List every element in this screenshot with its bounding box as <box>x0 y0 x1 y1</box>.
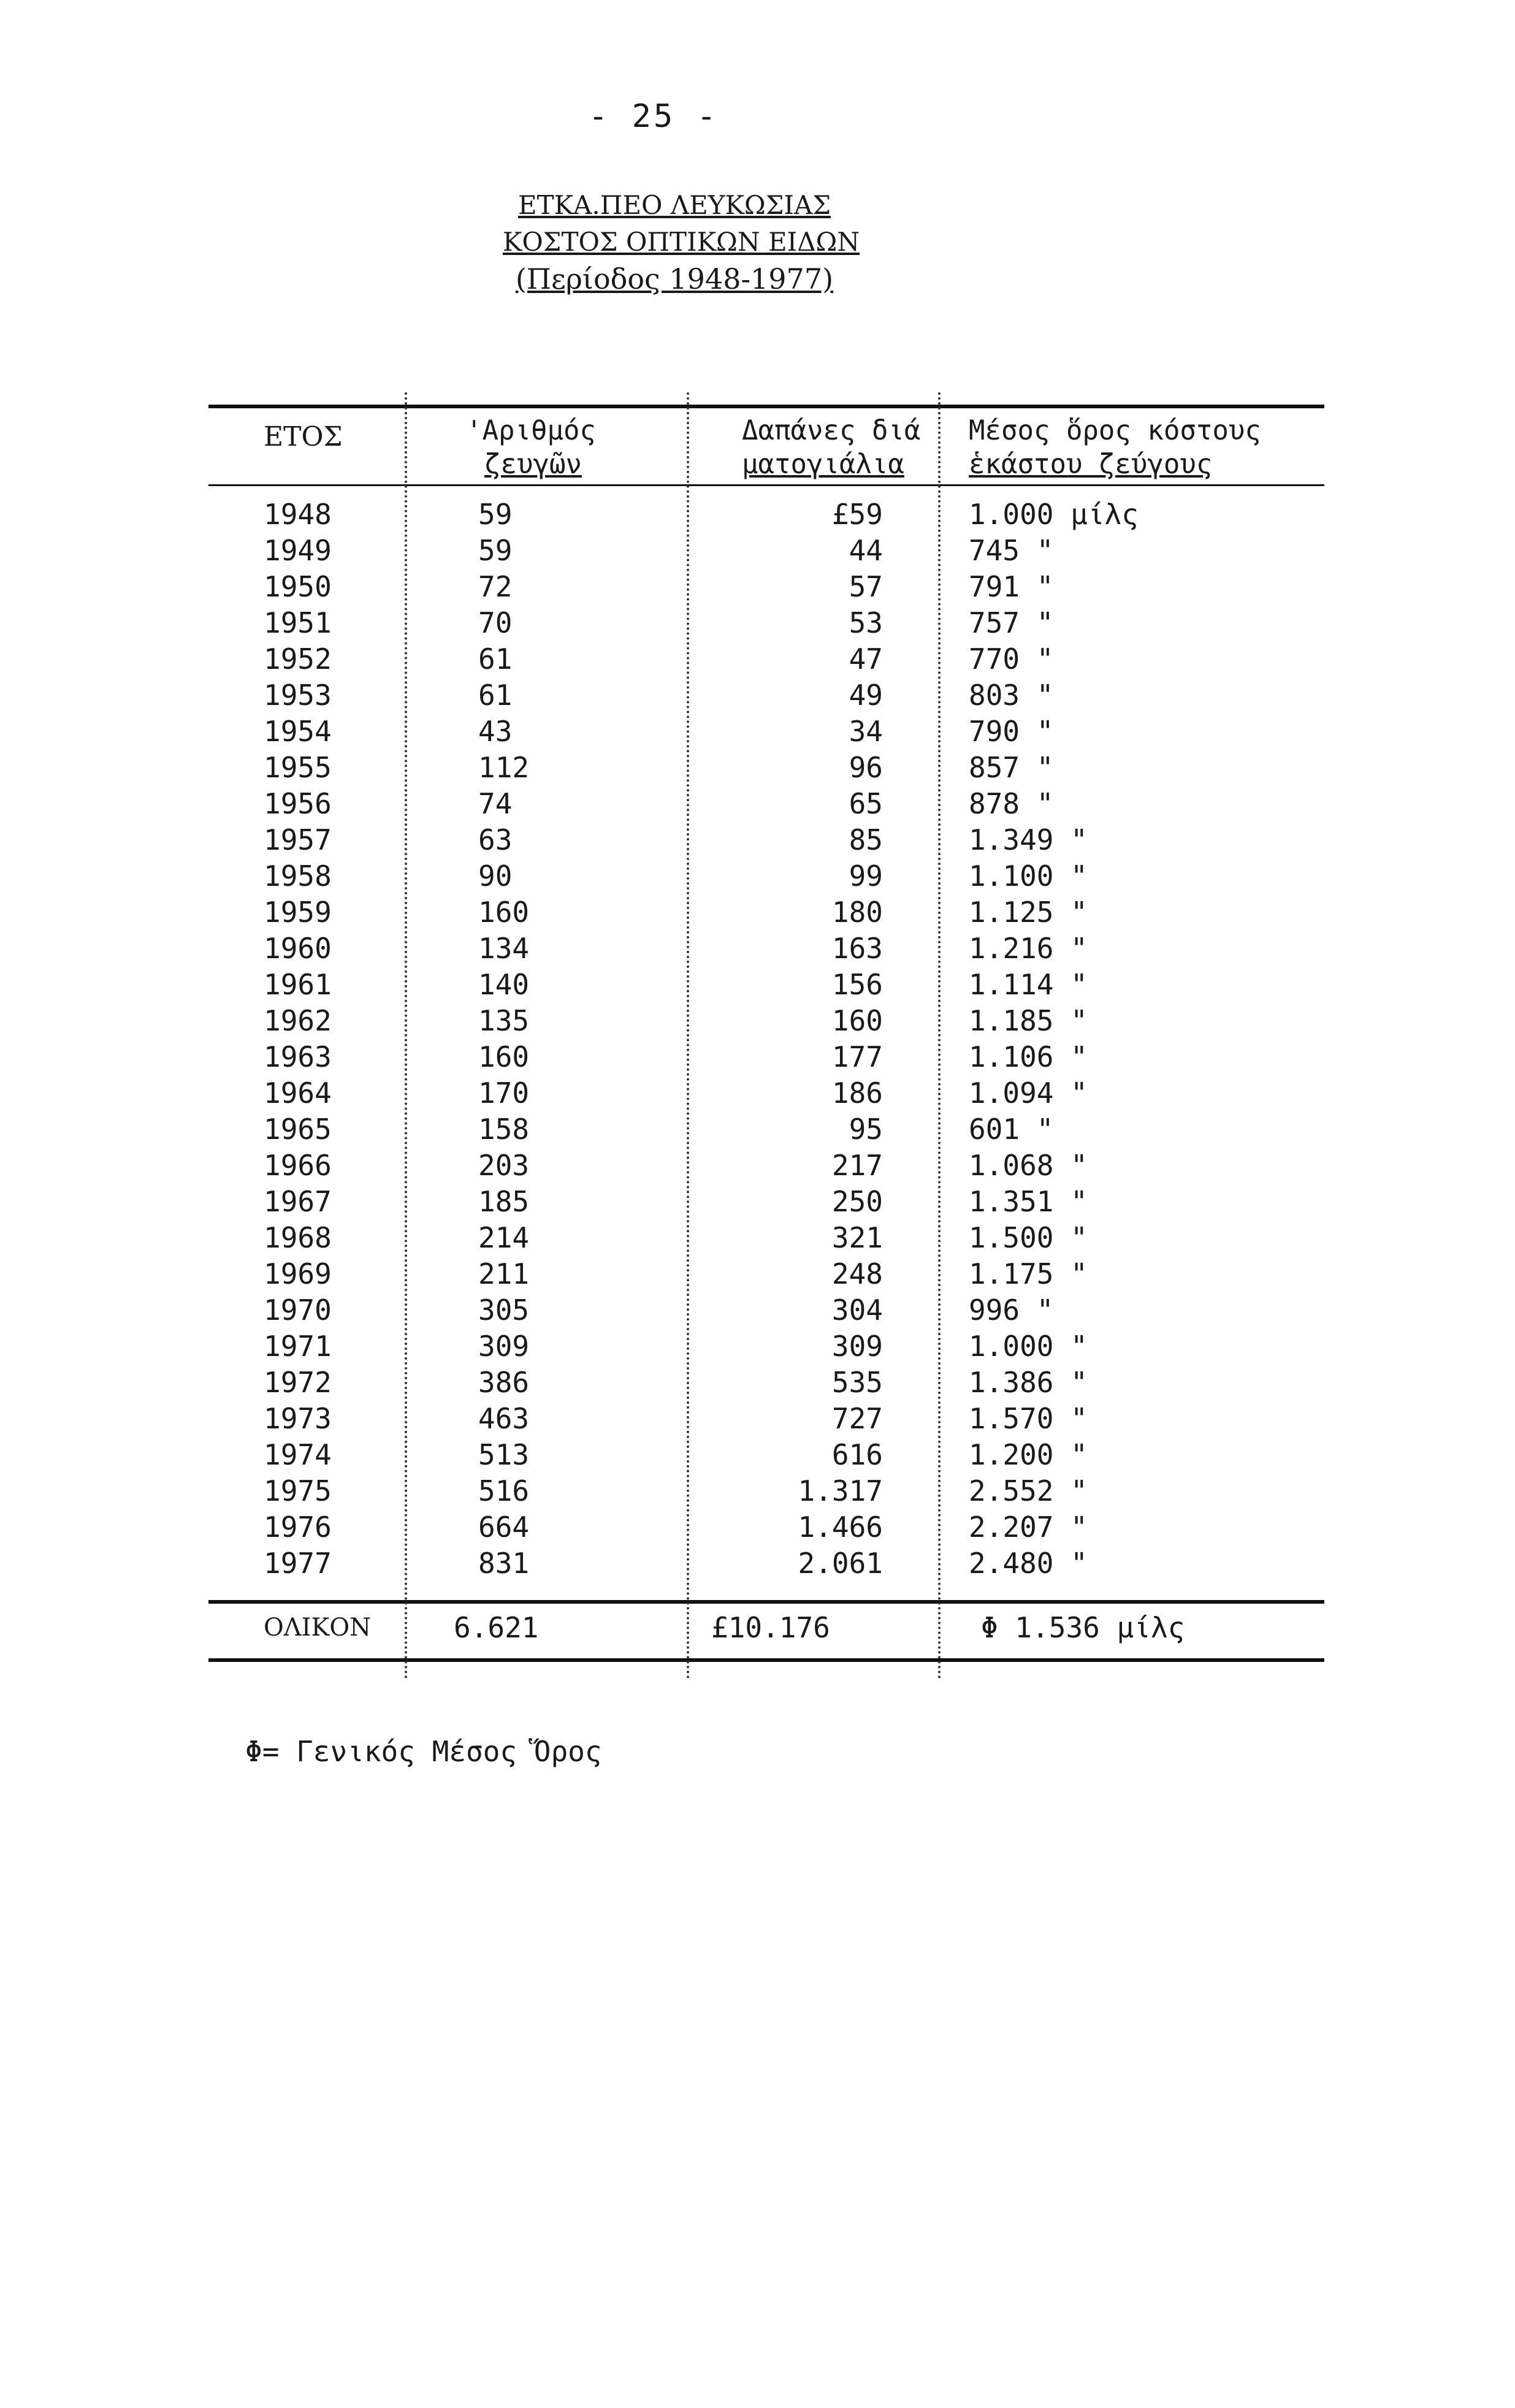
cell-average: 1.125 " <box>969 896 1088 929</box>
table-row <box>208 569 1324 605</box>
cell-spend: 217 <box>831 1149 883 1182</box>
cell-pairs: 214 <box>478 1221 530 1254</box>
cell-pairs: 513 <box>478 1438 530 1471</box>
cell-average: 601 " <box>969 1113 1054 1146</box>
page-number: - 25 - <box>589 98 719 135</box>
cell-year: 1949 <box>264 534 332 567</box>
cell-average: 790 " <box>969 715 1054 748</box>
cell-year: 1948 <box>264 498 332 531</box>
cell-pairs: 160 <box>478 896 530 929</box>
cell-year: 1950 <box>264 570 332 603</box>
cell-average: 1.000 μίλς <box>969 498 1139 531</box>
cell-spend: 309 <box>831 1330 883 1363</box>
cell-average: 803 " <box>969 679 1054 712</box>
cell-pairs: 134 <box>478 932 530 965</box>
cell-year: 1956 <box>264 787 332 820</box>
cell-pairs: 516 <box>478 1474 530 1507</box>
table-row <box>208 641 1324 677</box>
cell-year: 1953 <box>264 679 332 712</box>
cell-year: 1959 <box>264 896 332 929</box>
cell-average: 1.100 " <box>969 859 1088 893</box>
footnote: Φ= Γενικός Μέσος Ὅρος <box>245 1735 602 1768</box>
cell-spend: 1.317 <box>798 1474 883 1507</box>
table-row <box>208 497 1324 533</box>
cell-pairs: 158 <box>478 1113 530 1146</box>
table-row <box>208 786 1324 822</box>
table-row <box>208 894 1324 931</box>
cell-pairs: 203 <box>478 1149 530 1182</box>
cell-average: 2.207 " <box>969 1511 1088 1544</box>
cell-spend: 85 <box>849 823 883 856</box>
total-pairs: 6.621 <box>454 1611 539 1644</box>
cell-pairs: 170 <box>478 1076 530 1110</box>
cell-year: 1970 <box>264 1294 332 1327</box>
cell-spend: 156 <box>831 968 883 1001</box>
cell-pairs: 70 <box>478 606 513 639</box>
table-row <box>208 1075 1324 1111</box>
table-row <box>208 1437 1324 1473</box>
cell-pairs: 72 <box>478 570 513 603</box>
cell-year: 1963 <box>264 1040 332 1073</box>
cell-pairs: 61 <box>478 642 513 676</box>
cell-spend: 96 <box>849 751 883 784</box>
table-row <box>208 714 1324 750</box>
cell-spend: 180 <box>831 896 883 929</box>
cell-average: 1.175 " <box>969 1257 1088 1290</box>
cell-average: 770 " <box>969 642 1054 676</box>
cell-spend: 49 <box>849 679 883 712</box>
cell-year: 1967 <box>264 1185 332 1218</box>
table-row <box>208 1256 1324 1292</box>
header-avg-line1: Μέσος ὅρος κόστους <box>969 415 1261 446</box>
cell-spend: 616 <box>831 1438 883 1471</box>
title-period: (Περίοδος 1948-1977) <box>515 262 834 295</box>
cell-average: 1.114 " <box>969 968 1088 1001</box>
cell-average: 745 " <box>969 534 1054 567</box>
cell-average: 1.106 " <box>969 1040 1088 1073</box>
cell-pairs: 386 <box>478 1366 530 1399</box>
cell-pairs: 463 <box>478 1402 530 1435</box>
cell-year: 1955 <box>264 751 332 784</box>
cell-spend: 304 <box>831 1294 883 1327</box>
cell-year: 1966 <box>264 1149 332 1182</box>
cell-average: 1.349 " <box>969 823 1088 856</box>
cell-spend: £59 <box>831 498 883 531</box>
cell-average: 791 " <box>969 570 1054 603</box>
table-bottom-rule <box>208 1658 1324 1662</box>
cell-spend: 163 <box>831 932 883 965</box>
cell-average: 857 " <box>969 751 1054 784</box>
cell-spend: 535 <box>831 1366 883 1399</box>
cell-year: 1964 <box>264 1076 332 1110</box>
cell-average: 1.500 " <box>969 1221 1088 1254</box>
cell-spend: 99 <box>849 859 883 893</box>
cell-pairs: 831 <box>478 1547 530 1580</box>
cell-average: 1.200 " <box>969 1438 1088 1471</box>
header-spend-line2: ματογιάλια <box>742 449 904 480</box>
cell-year: 1952 <box>264 642 332 676</box>
cell-year: 1965 <box>264 1113 332 1146</box>
cell-pairs: 211 <box>478 1257 530 1290</box>
cell-spend: 57 <box>849 570 883 603</box>
cell-pairs: 112 <box>478 751 530 784</box>
table-row <box>208 822 1324 858</box>
title-block <box>503 187 860 297</box>
header-year: ΕΤΟΣ <box>264 421 343 452</box>
cell-pairs: 160 <box>478 1040 530 1073</box>
cell-year: 1977 <box>264 1547 332 1580</box>
table-row <box>208 1148 1324 1184</box>
cell-pairs: 59 <box>478 534 513 567</box>
table-row <box>208 1220 1324 1256</box>
table-row <box>208 1545 1324 1582</box>
cell-average: 1.185 " <box>969 1004 1088 1037</box>
cell-year: 1958 <box>264 859 332 893</box>
cell-average: 757 " <box>969 606 1054 639</box>
header-avg-line2: ἑκάστου ζεύγους <box>969 449 1213 480</box>
cell-pairs: 309 <box>478 1330 530 1363</box>
table-row <box>208 1401 1324 1437</box>
cell-spend: 321 <box>831 1221 883 1254</box>
table-row <box>208 605 1324 641</box>
cell-spend: 186 <box>831 1076 883 1110</box>
total-spend: £10.176 <box>711 1611 830 1644</box>
cell-year: 1954 <box>264 715 332 748</box>
table-row <box>208 858 1324 894</box>
cell-spend: 727 <box>831 1402 883 1435</box>
cell-average: 1.094 " <box>969 1076 1088 1110</box>
cell-average: 1.068 " <box>969 1149 1088 1182</box>
cell-pairs: 59 <box>478 498 513 531</box>
cell-pairs: 43 <box>478 715 513 748</box>
table-row <box>208 1365 1324 1401</box>
cell-year: 1972 <box>264 1366 332 1399</box>
cell-year: 1951 <box>264 606 332 639</box>
cell-year: 1961 <box>264 968 332 1001</box>
cell-year: 1971 <box>264 1330 332 1363</box>
table-row <box>208 967 1324 1003</box>
cell-average: 2.480 " <box>969 1547 1088 1580</box>
cell-year: 1957 <box>264 823 332 856</box>
total-average: Φ 1.536 μίλς <box>981 1611 1185 1644</box>
table-body <box>208 497 1324 1582</box>
cell-pairs: 664 <box>478 1511 530 1544</box>
table-row <box>208 1328 1324 1365</box>
cell-spend: 160 <box>831 1004 883 1037</box>
cell-spend: 2.061 <box>798 1547 883 1580</box>
cell-pairs: 185 <box>478 1185 530 1218</box>
table-row <box>208 1292 1324 1328</box>
table-row <box>208 1509 1324 1545</box>
cell-spend: 53 <box>849 606 883 639</box>
cell-spend: 177 <box>831 1040 883 1073</box>
cell-spend: 248 <box>831 1257 883 1290</box>
cell-year: 1974 <box>264 1438 332 1471</box>
total-label: ΟΛΙΚΟΝ <box>264 1614 372 1642</box>
cell-pairs: 61 <box>478 679 513 712</box>
table-row <box>208 677 1324 714</box>
table-row <box>208 1111 1324 1148</box>
cell-year: 1962 <box>264 1004 332 1037</box>
cell-year: 1969 <box>264 1257 332 1290</box>
cell-pairs: 140 <box>478 968 530 1001</box>
cell-spend: 1.466 <box>798 1511 883 1544</box>
cell-spend: 44 <box>849 534 883 567</box>
cell-pairs: 74 <box>478 787 513 820</box>
cell-pairs: 63 <box>478 823 513 856</box>
cell-average: 1.351 " <box>969 1185 1088 1218</box>
cell-year: 1968 <box>264 1221 332 1254</box>
cell-pairs: 135 <box>478 1004 530 1037</box>
cell-average: 1.386 " <box>969 1366 1088 1399</box>
table-row <box>208 1039 1324 1075</box>
header-pairs-line2: ζευγῶν <box>484 449 582 480</box>
cell-spend: 250 <box>831 1185 883 1218</box>
table-row <box>208 533 1324 569</box>
table-row <box>208 1473 1324 1509</box>
total-row <box>208 1603 1324 1652</box>
cell-average: 1.216 " <box>969 932 1088 965</box>
cell-year: 1976 <box>264 1511 332 1544</box>
header-spend-line1: Δαπάνες διά <box>742 415 921 446</box>
cell-spend: 95 <box>849 1113 883 1146</box>
cell-average: 2.552 " <box>969 1474 1088 1507</box>
title-subject: ΚΟΣΤΟΣ ΟΠΤΙΚΩΝ ΕΙΔΩΝ <box>503 227 860 257</box>
table-row <box>208 1003 1324 1039</box>
table-row <box>208 750 1324 786</box>
cost-table <box>208 392 1324 1680</box>
cell-spend: 34 <box>849 715 883 748</box>
title-organization: ΕΤΚΑ.ΠΕΟ ΛΕΥΚΩΣΙΑΣ <box>517 190 831 220</box>
table-row <box>208 1184 1324 1220</box>
cell-average: 1.570 " <box>969 1402 1088 1435</box>
header-pairs-line1: 'Αριθμός <box>466 415 596 446</box>
cell-pairs: 305 <box>478 1294 530 1327</box>
cell-year: 1973 <box>264 1402 332 1435</box>
cell-average: 878 " <box>969 787 1054 820</box>
cell-year: 1975 <box>264 1474 332 1507</box>
cell-spend: 47 <box>849 642 883 676</box>
cell-spend: 65 <box>849 787 883 820</box>
cell-average: 1.000 " <box>969 1330 1088 1363</box>
table-row <box>208 931 1324 967</box>
table-top-rule <box>208 405 1324 408</box>
cell-pairs: 90 <box>478 859 513 893</box>
cell-average: 996 " <box>969 1294 1054 1327</box>
cell-year: 1960 <box>264 932 332 965</box>
